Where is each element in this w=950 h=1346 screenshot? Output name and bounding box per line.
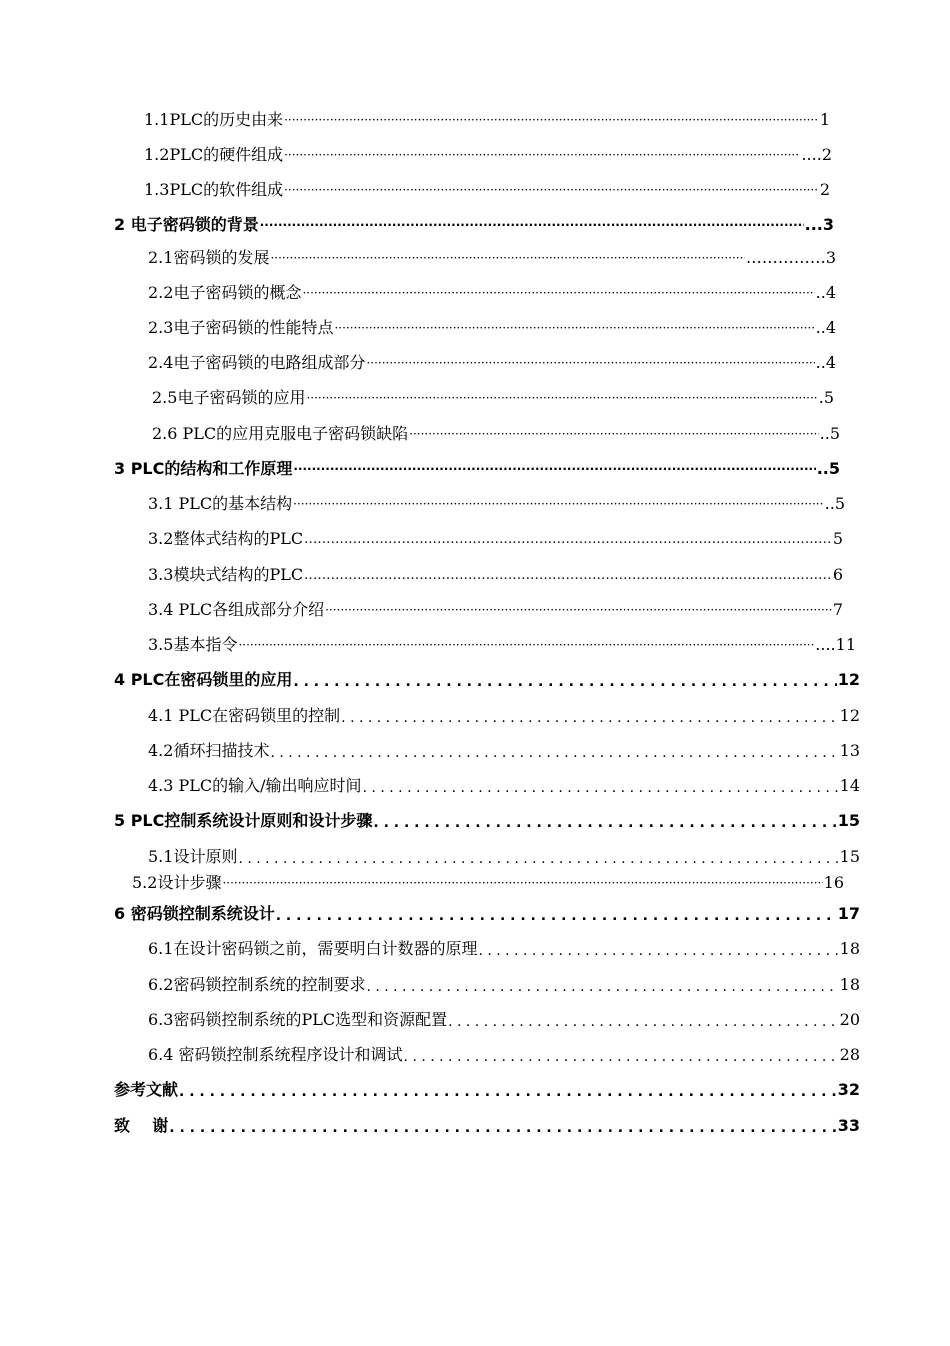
toc-dot-leader [304, 529, 832, 549]
toc-entry-1-2 [144, 141, 832, 165]
toc-entry-page: ....11 [815, 635, 856, 654]
toc-dot-leader [260, 215, 804, 235]
toc-entry-page: 20 [839, 1010, 860, 1029]
toc-entry-page: 17 [837, 904, 860, 923]
toc-entry-page: 5 [832, 529, 843, 548]
toc-dot-leader [404, 1045, 839, 1065]
toc-entry-1-3 [144, 176, 830, 200]
toc-dot-leader [341, 706, 838, 726]
toc-entry-page: 16 [823, 873, 844, 892]
toc-entry-page: 1 [819, 110, 830, 129]
toc-entry-title: 6.1在设计密码锁之前，需要明白计数器的原理 [148, 939, 478, 958]
toc-entry-title: 2.1密码锁的发展 [148, 248, 270, 267]
toc-entry-2-6 [152, 420, 840, 444]
toc-entry-title: 6.3密码锁控制系统的PLC选型和资源配置 [148, 1010, 448, 1029]
toc-entry-3-2 [148, 525, 843, 549]
toc-dot-leader [366, 975, 838, 995]
toc-entry-6-1 [148, 935, 860, 959]
toc-entry-page: ..4 [815, 283, 836, 302]
toc-dot-leader [270, 741, 838, 761]
toc-dot-leader [270, 248, 744, 268]
toc-entry-page: 15 [837, 811, 860, 830]
toc-entry-title: 3.2整体式结构的PLC [148, 529, 304, 548]
toc-entry-references [114, 1076, 860, 1100]
toc-entry-title: 1.2PLC的硬件组成 [144, 145, 284, 164]
toc-entry-title: 6.2密码锁控制系统的控制要求 [148, 975, 366, 994]
toc-entry-5-1 [148, 843, 860, 867]
toc-entry-4-1 [148, 702, 860, 726]
toc-entry-page: 12 [839, 706, 860, 725]
toc-entry-page: 7 [832, 600, 843, 619]
toc-dot-leader [448, 1010, 839, 1030]
toc-entry-page: 12 [837, 670, 860, 689]
toc-entry-page: .5 [818, 388, 834, 407]
toc-dot-leader [169, 1116, 836, 1136]
toc-entry-6-2 [148, 971, 860, 995]
toc-entry-2-1 [148, 244, 836, 268]
toc-entry-page: ..4 [815, 318, 836, 337]
toc-dot-leader [373, 811, 836, 831]
toc-entry-title: 致 谢 [114, 1116, 169, 1135]
toc-dot-leader [293, 670, 836, 690]
toc-dot-leader [366, 353, 814, 373]
toc-dot-leader [222, 873, 822, 893]
toc-dot-leader [238, 847, 838, 867]
toc-entry-2-5 [152, 384, 834, 408]
toc-entry-chapter-4 [114, 666, 860, 690]
toc-dot-leader [284, 180, 819, 200]
toc-entry-page: ..5 [819, 424, 840, 443]
toc-entry-6-4 [148, 1041, 860, 1065]
toc-entry-title: 2 电子密码锁的背景 [114, 215, 259, 234]
toc-entry-3-1 [148, 490, 845, 514]
toc-entry-page: 2 [819, 180, 830, 199]
toc-dot-leader [334, 318, 814, 338]
toc-dot-leader [238, 635, 814, 655]
toc-entry-page: ..4 [815, 353, 836, 372]
toc-dot-leader [284, 145, 800, 165]
toc-entry-chapter-3 [114, 455, 840, 479]
toc-entry-chapter-6 [114, 900, 860, 924]
toc-entry-6-3 [148, 1006, 860, 1030]
toc-entry-1-1 [144, 106, 830, 130]
toc-entry-title: 4.1 PLC在密码锁里的控制 [148, 706, 341, 725]
toc-dot-leader [284, 110, 819, 130]
toc-entry-3-5 [148, 631, 856, 655]
toc-entry-title: 4.2循环扫描技术 [148, 741, 270, 760]
toc-entry-page: ...3 [804, 215, 834, 234]
toc-dot-leader [276, 904, 837, 924]
toc-entry-chapter-5 [114, 807, 860, 831]
toc-entry-4-2 [148, 737, 860, 761]
toc-entry-page: 6 [832, 565, 843, 584]
toc-entry-title: 5.1设计原则 [148, 847, 238, 866]
toc-entry-page: 18 [839, 975, 860, 994]
toc-entry-page: 14 [839, 776, 860, 795]
toc-dot-leader [304, 565, 832, 585]
toc-dot-leader [302, 283, 814, 303]
toc-entry-4-3 [148, 772, 860, 796]
toc-entry-page: ……………3 [745, 248, 836, 267]
toc-entry-title: 3.5基本指令 [148, 635, 238, 654]
toc-dot-leader [325, 600, 832, 620]
toc-entry-page: ....2 [801, 145, 832, 164]
toc-entry-title: 5 PLC控制系统设计原则和设计步骤 [114, 811, 373, 830]
toc-entry-title: 2.3电子密码锁的性能特点 [148, 318, 334, 337]
toc-dot-leader [409, 424, 818, 444]
toc-entry-page: 33 [837, 1116, 860, 1135]
toc-entry-title: 1.1PLC的历史由来 [144, 110, 284, 129]
toc-entry-title: 2.5电子密码锁的应用 [152, 388, 306, 407]
toc-entry-page: 32 [837, 1080, 860, 1099]
toc-entry-title: 3.1 PLC的基本结构 [148, 494, 293, 513]
toc-entry-page: 15 [839, 847, 860, 866]
toc-entry-title: 3 PLC的结构和工作原理 [114, 459, 293, 478]
toc-dot-leader [179, 1080, 837, 1100]
toc-entry-title: 2.4电子密码锁的电路组成部分 [148, 353, 366, 372]
toc-entry-3-4 [148, 596, 843, 620]
toc-entry-2-3 [148, 314, 836, 338]
toc-entry-title: 3.3模块式结构的PLC [148, 565, 304, 584]
toc-dot-leader [363, 776, 839, 796]
toc-entry-acknowledgements [114, 1112, 860, 1136]
toc-entry-title: 1.3PLC的软件组成 [144, 180, 284, 199]
toc-entry-5-2 [132, 869, 844, 893]
toc-entry-title: 2.6 PLC的应用克服电子密码锁缺陷 [152, 424, 409, 443]
toc-entry-page: 13 [839, 741, 860, 760]
toc-entry-page: 18 [839, 939, 860, 958]
toc-entry-title: 6.4 密码锁控制系统程序设计和调试 [148, 1045, 403, 1064]
toc-entry-title: 6 密码锁控制系统设计 [114, 904, 275, 923]
toc-entry-chapter-2 [114, 211, 834, 235]
toc-entry-2-2 [148, 279, 836, 303]
toc-entry-title: 5.2设计步骤 [132, 873, 222, 892]
toc-entry-2-4 [148, 349, 836, 373]
toc-entry-page: 28 [839, 1045, 860, 1064]
toc-entry-page: ..5 [816, 459, 840, 478]
toc-dot-leader [293, 459, 815, 479]
toc-entry-title: 参考文献 [114, 1080, 179, 1099]
toc-entry-title: 4 PLC在密码锁里的应用 [114, 670, 293, 689]
toc-entry-page: ..5 [824, 494, 845, 513]
toc-entry-title: 4.3 PLC的输入/输出响应时间 [148, 776, 362, 795]
toc-dot-leader [478, 939, 838, 959]
toc-dot-leader [293, 494, 823, 514]
toc-entry-title: 3.4 PLC各组成部分介绍 [148, 600, 325, 619]
toc-dot-leader [306, 388, 817, 408]
toc-entry-title: 2.2电子密码锁的概念 [148, 283, 302, 302]
toc-entry-3-3 [148, 561, 843, 585]
